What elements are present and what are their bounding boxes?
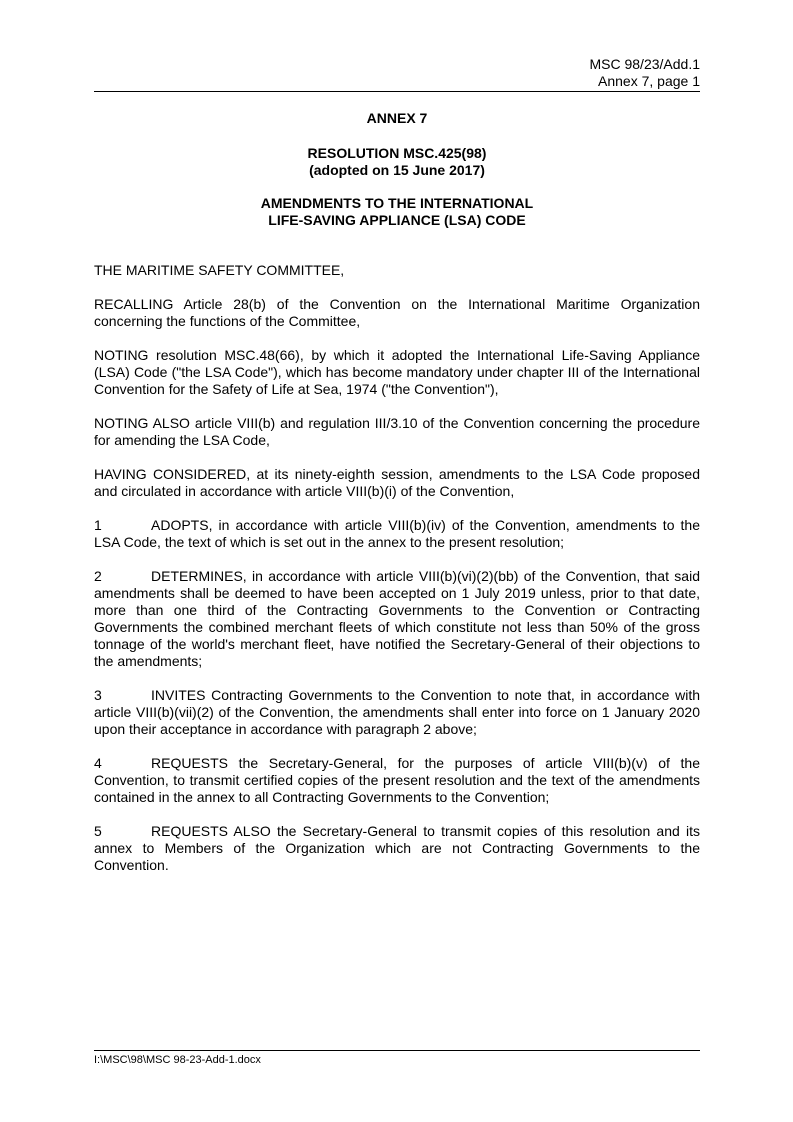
operative-paragraph-4	[94, 755, 700, 806]
footer-file-path: I:\MSC\98\MSC 98-23-Add-1.docx	[94, 1054, 261, 1066]
having-considered-paragraph: HAVING CONSIDERED, at its ninety-eighth session, amendments to the LSA Code proposed and circulated in accordance with article VIII(b)(i) of the Convention,	[94, 466, 700, 499]
operative-paragraph-1	[94, 517, 700, 551]
paragraph-number: 3	[94, 687, 102, 703]
document-reference: MSC 98/23/Add.1	[589, 56, 700, 72]
operative-paragraph-2	[94, 568, 700, 670]
paragraph-text: REQUESTS ALSO the Secretary-General to transmit copies of this resolution and its annex to Members of the Organization which are not Contracting Governments to the Convention.	[94, 823, 700, 873]
paragraph-text: DETERMINES, in accordance with article VIII(b)(vi)(2)(bb) of the Convention, that said amendments shall be deemed to have been accepted on 1 July 2019 unless, prior to that date, more than one third of the Contracting Governments to the Convention or Contracting Governments the combined merchant fleets of which constitute not less than 50% of the gross tonnage of the world's merchant fleet, have notified the Secretary-General of their objections to the amendments;	[94, 568, 700, 669]
subject-heading	[94, 195, 700, 229]
resolution-number: RESOLUTION MSC.425(98)	[307, 145, 487, 161]
recalling-paragraph: RECALLING Article 28(b) of the Convention on the International Maritime Organization concerning the functions of the Committee,	[94, 296, 700, 329]
paragraph-number: 2	[94, 568, 102, 584]
paragraph-number: 1	[94, 517, 102, 533]
operative-paragraph-3	[94, 687, 700, 738]
paragraph-text: REQUESTS the Secretary-General, for the purposes of article VIII(b)(v) of the Convention, to transmit certified copies of the present resolution and the text of the amendments contained in the annex to all Contracting Governments to the Convention;	[94, 755, 700, 805]
noting-paragraph: NOTING resolution MSC.48(66), by which it adopted the International Life-Saving Appliance (LSA) Code ("the LSA Code"), which has become mandatory under chapter III of the International Convention for the Safety of Life at Sea, 1974 ("the Convention"),	[94, 347, 700, 397]
subject-line-2: LIFE-SAVING APPLIANCE (LSA) CODE	[268, 212, 526, 228]
header-divider	[94, 91, 700, 92]
annex-heading: ANNEX 7	[366, 110, 428, 126]
paragraph-number: 4	[94, 755, 102, 771]
paragraph-text: ADOPTS, in accordance with article VIII(b)(iv) of the Convention, amendments to the LSA Code, the text of which is set out in the annex to the present resolution;	[94, 517, 700, 550]
paragraph-number: 5	[94, 823, 102, 839]
adoption-date: (adopted on 15 June 2017)	[309, 162, 485, 178]
paragraph-text: INVITES Contracting Governments to the Convention to note that, in accordance with article VIII(b)(vii)(2) of the Convention, the amendments shall enter into force on 1 January 2020 upon their acceptance in accordance with paragraph 2 above;	[94, 687, 700, 737]
page-reference: Annex 7, page 1	[598, 73, 700, 89]
resolution-heading	[94, 145, 700, 179]
committee-line: THE MARITIME SAFETY COMMITTEE,	[94, 262, 345, 278]
operative-paragraph-5	[94, 823, 700, 874]
subject-line-1: AMENDMENTS TO THE INTERNATIONAL	[260, 195, 534, 211]
resolution-body	[94, 262, 700, 891]
page-header	[94, 56, 700, 90]
footer-divider	[94, 1050, 700, 1051]
noting-also-paragraph: NOTING ALSO article VIII(b) and regulation III/3.10 of the Convention concerning the procedure for amending the LSA Code,	[94, 415, 700, 448]
